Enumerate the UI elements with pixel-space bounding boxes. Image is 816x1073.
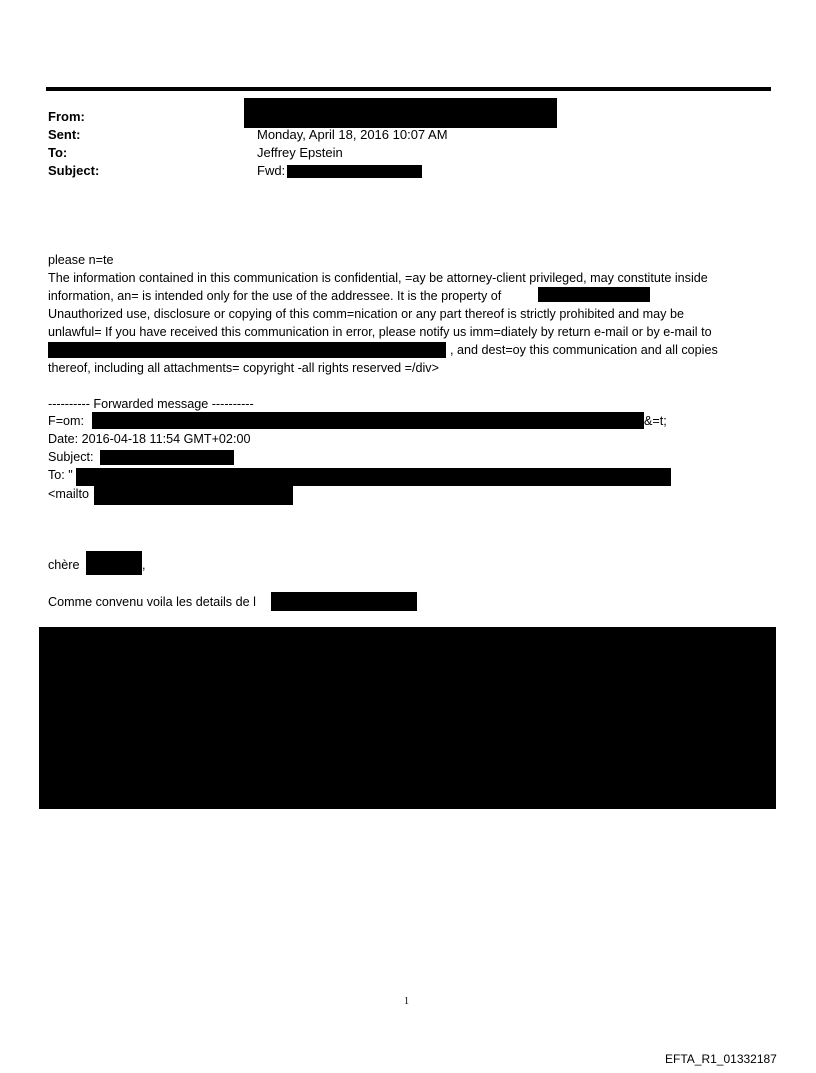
- body-line-1: please n=te: [48, 253, 114, 267]
- forwarded-subject-redaction: [100, 450, 234, 465]
- body-line-6: , and dest=oy this communication and all copies: [450, 343, 718, 357]
- intro-line: Comme convenu voila les details de l: [48, 595, 256, 609]
- subject-redaction: [287, 165, 422, 178]
- intro-redaction: [271, 592, 417, 611]
- body-line-4: Unauthorized use, disclosure or copying of this comm=nication or any part thereof is strictly prohibited and may be: [48, 307, 684, 321]
- subject-label: Subject:: [48, 163, 100, 178]
- forwarded-mailto-redaction: [94, 486, 293, 505]
- to-label: To:: [48, 145, 68, 160]
- greeting-name-redaction: [86, 551, 142, 575]
- from-redaction: [244, 98, 557, 128]
- forwarded-mailto: <mailto: [48, 487, 89, 501]
- document-id: EFTA_R1_01332187: [665, 1052, 777, 1066]
- sent-value: Monday, April 18, 2016 10:07 AM: [257, 127, 448, 142]
- greeting: chère: [48, 558, 80, 572]
- forwarded-to-redaction: [76, 468, 671, 486]
- sent-label: Sent:: [48, 127, 81, 142]
- top-rule: [46, 87, 771, 91]
- forwarded-subject: Subject:: [48, 450, 94, 464]
- forwarded-from-redaction: [92, 412, 644, 429]
- subject-value: Fwd:: [257, 163, 286, 178]
- forwarded-divider: ---------- Forwarded message ----------: [48, 397, 254, 411]
- forwarded-to: To: ": [48, 468, 73, 482]
- body-line-3: information, an= is intended only for the use of the addressee. It is the property of: [48, 289, 502, 303]
- body-line-2: The information contained in this communication is confidential, =ay be attorney-client privileged, may constitute inside: [48, 271, 708, 285]
- page-number: 1: [404, 996, 409, 1007]
- forwarded-date: Date: 2016-04-18 11:54 GMT+02:00: [48, 432, 251, 446]
- body-line-5: unlawful= If you have received this communication in error, please notify us imm=diately by return e-mail or by e-mail to: [48, 325, 712, 339]
- contact-email-redaction: [48, 342, 446, 358]
- property-owner-redaction: [538, 287, 650, 302]
- forwarded-from: F=om:: [48, 414, 85, 428]
- forwarded-from-suffix: &=t;: [644, 414, 667, 428]
- greeting-punct: ,: [142, 558, 146, 572]
- body-line-7: thereof, including all attachments= copyright -all rights reserved =/div>: [48, 361, 439, 375]
- to-value: Jeffrey Epstein: [257, 145, 343, 160]
- details-redaction-block: [39, 627, 776, 809]
- from-label: From:: [48, 109, 85, 124]
